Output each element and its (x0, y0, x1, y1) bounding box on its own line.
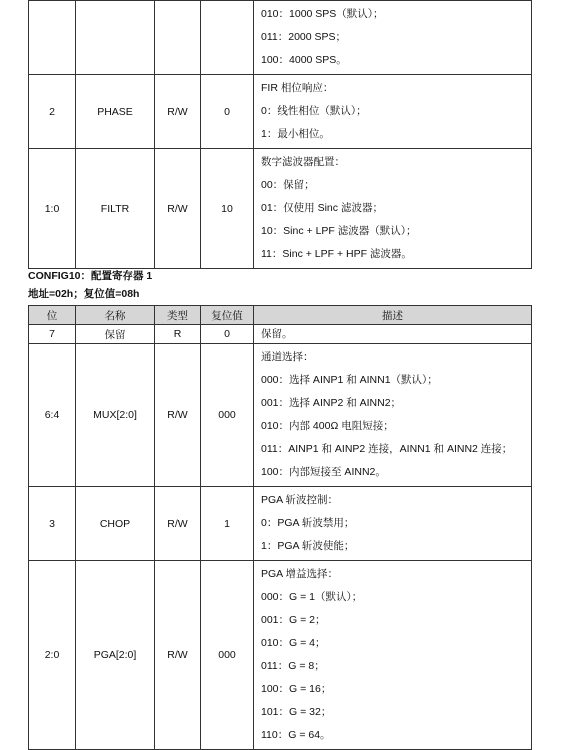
field-description (254, 487, 532, 561)
bit-position: 3 (29, 487, 76, 561)
bit-position (29, 1, 76, 75)
description-line: 1：最小相位。 (261, 128, 330, 140)
table-row (29, 325, 532, 344)
description-line: 0：线性相位（默认）； (261, 105, 367, 117)
table-header-row (29, 306, 532, 325)
header-description: 描述 (254, 306, 532, 325)
bit-position: 1:0 (29, 149, 76, 269)
description-line: 数字滤波器配置： (261, 156, 345, 168)
table-row (29, 344, 532, 487)
description-line: 100：G = 16； (261, 683, 332, 695)
table-row (29, 487, 532, 561)
description-line: 110：G = 64。 (261, 729, 331, 741)
field-type: R/W (155, 561, 201, 750)
description-line: 101：G = 32； (261, 706, 332, 718)
description-line: 00：保留； (261, 179, 315, 191)
register-table-continued (28, 0, 532, 269)
header-reset: 复位值 (201, 306, 254, 325)
field-type (155, 1, 201, 75)
register-address: 地址=02h；复位值=08h (28, 288, 140, 300)
reset-value: 1 (201, 487, 254, 561)
config1-register-table (28, 305, 532, 750)
description-line: FIR 相位响应： (261, 82, 334, 94)
field-description (254, 75, 532, 149)
field-name: FILTR (76, 149, 155, 269)
field-type: R/W (155, 75, 201, 149)
description-line: 100：4000 SPS。 (261, 54, 347, 66)
reset-value: 000 (201, 561, 254, 750)
field-type: R (155, 325, 201, 344)
field-type: R/W (155, 344, 201, 487)
description-line: 0：PGA 斩波禁用； (261, 517, 355, 529)
reset-value (201, 1, 254, 75)
description-line: 010：G = 4； (261, 637, 326, 649)
description-line: 01：仅使用 Sinc 滤波器； (261, 202, 383, 214)
field-description (254, 1, 532, 75)
bit-position: 2:0 (29, 561, 76, 750)
field-name: CHOP (76, 487, 155, 561)
table-row (29, 149, 532, 269)
description-line: 保留。 (261, 328, 293, 340)
header-bit: 位 (29, 306, 76, 325)
description-line: 011：2000 SPS； (261, 31, 347, 43)
description-line: 010：1000 SPS（默认）； (261, 8, 384, 20)
field-name: PGA[2:0] (76, 561, 155, 750)
field-name: PHASE (76, 75, 155, 149)
reset-value: 10 (201, 149, 254, 269)
header-name: 名称 (76, 306, 155, 325)
reset-value: 0 (201, 75, 254, 149)
field-name (76, 1, 155, 75)
description-line: 100：内部短接至 AINN2。 (261, 466, 386, 478)
table-row (29, 75, 532, 149)
description-line: 001：G = 2； (261, 614, 326, 626)
field-description (254, 561, 532, 750)
field-description (254, 149, 532, 269)
description-line: 011：AINP1 和 AINP2 连接，AINN1 和 AINN2 连接； (261, 443, 513, 455)
description-line: 000：G = 1（默认）； (261, 591, 363, 603)
description-line: 11：Sinc + LPF + HPF 滤波器。 (261, 248, 412, 260)
bit-position: 6:4 (29, 344, 76, 487)
table-row (29, 1, 532, 75)
field-name: 保留 (76, 325, 155, 344)
field-description (254, 344, 532, 487)
description-line: 000：选择 AINP1 和 AINN1（默认）； (261, 374, 438, 386)
reset-value: 0 (201, 325, 254, 344)
reset-value: 000 (201, 344, 254, 487)
description-line: 010：内部 400Ω 电阻短接； (261, 420, 394, 432)
field-name: MUX[2:0] (76, 344, 155, 487)
description-line: 1：PGA 斩波使能； (261, 540, 355, 552)
description-line: 10：Sinc + LPF 滤波器（默认）； (261, 225, 417, 237)
field-type: R/W (155, 149, 201, 269)
bit-position: 7 (29, 325, 76, 344)
description-line: PGA 斩波控制： (261, 494, 339, 506)
description-line: PGA 增益选择： (261, 568, 339, 580)
description-line: 001：选择 AINP2 和 AINN2； (261, 397, 402, 409)
header-type: 类型 (155, 306, 201, 325)
field-description (254, 325, 532, 344)
field-type: R/W (155, 487, 201, 561)
description-line: 011：G = 8； (261, 660, 325, 672)
register-title: CONFIG10：配置寄存器 1 (28, 270, 153, 282)
table-row (29, 561, 532, 750)
description-line: 通道选择： (261, 351, 314, 363)
bit-position: 2 (29, 75, 76, 149)
